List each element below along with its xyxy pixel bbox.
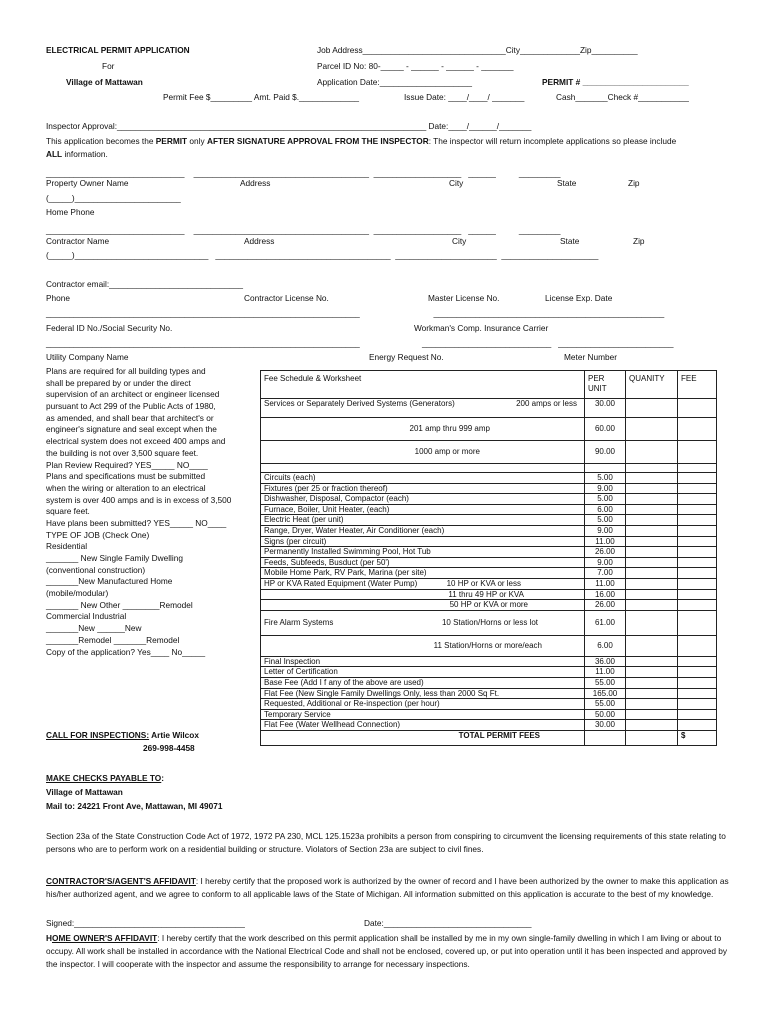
quantity-cell[interactable] [626,677,678,688]
fee-row [261,688,717,699]
fee-per-unit: 61.00 [585,610,626,635]
left-column-line: Commercial Industrial [46,611,127,622]
fee-row [261,525,717,536]
fee-row [261,667,717,678]
fee-row [261,536,717,547]
fee-per-unit: 55.00 [585,677,626,688]
fee-item-label: Base Fee (Add I f any of the above are used) [261,677,585,688]
fee-item-label: Services or Separately Derived Systems (Generators) [264,399,455,408]
signed-field[interactable]: Signed:_____________________________________ [46,918,245,928]
fee-row [261,730,717,745]
fee-cell[interactable] [678,547,717,558]
fee-cell[interactable] [678,699,717,710]
quantity-cell[interactable] [626,557,678,568]
fee-item-label: Feeds, Subfeeds, Busduct (per 50') [261,557,585,568]
quantity-cell[interactable] [626,525,678,536]
fee-per-unit: 165.00 [585,688,626,699]
fee-cell[interactable] [678,399,717,418]
fee-row [261,677,717,688]
fee-per-unit: 30.00 [585,720,626,731]
fee-row [261,635,717,656]
fee-cell[interactable]: $ [678,730,717,745]
fee-cell[interactable] [678,536,717,547]
quantity-cell[interactable] [626,494,678,505]
fee-row [261,709,717,720]
contractor-zip-label: Zip [633,236,645,246]
fee-per-unit: 60.00 [585,418,626,441]
fee-cell[interactable] [678,578,717,589]
per-unit-header: PER UNIT [585,371,626,399]
fee-row [261,473,717,484]
fee-cell[interactable] [678,418,717,441]
quantity-cell[interactable] [626,483,678,494]
quantity-cell[interactable] [626,709,678,720]
quantity-header: QUANITY [626,371,678,399]
fee-cell[interactable] [678,720,717,731]
home-phone-label: Home Phone [46,207,95,217]
fee-item-label: Fire Alarm Systems [264,617,334,627]
fee-item-label [261,464,585,473]
fee-schedule-table [260,370,717,746]
quantity-cell[interactable] [626,441,678,464]
fee-per-unit: 26.00 [585,547,626,558]
fee-row [261,589,717,600]
fee-per-unit: 6.00 [585,635,626,656]
home-owner-affidavit: HOME OWNER'S AFFIDAVIT: I hereby certify that the work described on this permit application shall be installed by me in my own single-family dwelling in which I am living or about to occupy. All work shall be installed in accordance with the National Electrical Code and shall not be enclosed, covered up, or put into operation until it has been inspected and approved by the inspector. I will cooperate with the inspector and assume the responsibility to arrange for necessary inspections. [46,933,728,969]
quantity-cell[interactable] [626,547,678,558]
fee-item-sublabel: 200 amps or less [516,399,577,408]
fee-item-sublabel: 10 HP or KVA or less [446,578,521,588]
left-column-line: pursuant to Act 299 of the Public Acts of 1980, [46,401,216,412]
left-column-line: TYPE OF JOB (Check One) [46,529,150,540]
fee-cell[interactable] [678,464,717,473]
fee-item-label: HP or KVA Rated Equipment (Water Pump) [264,578,418,588]
fee-per-unit: 90.00 [585,441,626,464]
fee-per-unit [585,730,626,745]
fee-item-label: Mobile Home Park, RV Park, Marina (per site) [261,568,585,579]
quantity-cell[interactable] [626,578,678,589]
left-column-line: Plans are required for all building types and [46,366,206,376]
contractor-name-label: Contractor Name [46,236,110,246]
left-column-line: (mobile/modular) [46,588,109,599]
fee-item-label: TOTAL PERMIT FEES [261,730,585,745]
quantity-cell[interactable] [626,515,678,526]
fee-cell[interactable] [678,610,717,635]
fee-row [261,547,717,558]
section-23a-notice: Section 23a of the State Construction Code Act of 1972, 1972 PA 230, MCL 125.1523a prohibits a person from conspiring to circumvent the licensing requirements of this state relating to persons who are to perform work on a residential building or structure. Violators of Section 23a are subject to civil fines. [46,831,726,854]
fee-per-unit: 5.00 [585,515,626,526]
quantity-cell[interactable] [626,600,678,611]
left-column-line: _______ New Single Family Dwelling [46,553,183,563]
fee-row [261,399,717,418]
fee-cell[interactable] [678,667,717,678]
left-column-line: _______New Manufactured Home [46,576,173,587]
fee-item-label: Electric Heat (per unit) [261,515,585,526]
left-column-line: (conventional construction) [46,564,146,575]
fee-per-unit: 36.00 [585,656,626,667]
fee-row [261,600,717,611]
application-date-field[interactable]: Application Date:____________________ [317,77,473,87]
fee-item-label: Permanently Installed Swimming Pool, Hot Tub [261,547,585,558]
fee-item-label: Range, Dryer, Water Heater, Air Conditioner (each) [261,525,585,536]
fee-cell[interactable] [678,656,717,667]
quantity-cell[interactable] [626,699,678,710]
fee-per-unit: 6.00 [585,504,626,515]
left-column-line: Copy of the application? Yes____ No_____ [46,646,206,657]
fee-row [261,656,717,667]
left-column-line: system is over 400 amps and is in excess of 3,500 [46,494,232,505]
for-label: For [102,61,115,71]
left-column-line: supervision of an architect or engineer licensed [46,389,220,400]
fee-header-row [261,371,717,399]
owner-state-label: State [557,178,577,188]
mail-to-address: Mail to: 24221 Front Ave, Mattawan, MI 49071 [46,801,223,811]
fee-item-label: Circuits (each) [261,473,585,484]
fee-row [261,557,717,568]
fee-item-label: Fixtures (per 25 or fraction thereof) [261,483,585,494]
fee-cell[interactable] [678,600,717,611]
fee-cell[interactable] [678,525,717,536]
quantity-cell[interactable] [626,656,678,667]
quantity-cell[interactable] [626,589,678,600]
form-title: ELECTRICAL PERMIT APPLICATION [46,45,190,55]
permit-fee-field[interactable]: Permit Fee $_________ Amt. Paid $._____________ [163,92,360,102]
fee-cell[interactable] [678,688,717,699]
contractor-state-label: State [560,236,580,246]
contractor-address-label: Address [244,236,275,246]
checks-payable-heading: MAKE CHECKS PAYABLE TO: [46,773,165,783]
fee-item-label: 11 thru 49 HP or KVA [261,589,585,600]
signed-date-field[interactable]: Date:________________________________ [364,918,532,928]
quantity-cell[interactable] [626,610,678,635]
fee-per-unit: 9.00 [585,557,626,568]
fee-schedule-heading: Fee Schedule & Worksheet [261,371,585,399]
fee-cell[interactable] [678,635,717,656]
fee-per-unit: 26.00 [585,600,626,611]
permit-application-page: ELECTRICAL PERMIT APPLICATION For Village of Mattawan Permit Fee $_________ Amt. Paid $._____________ Job Address_______________________________City_____________Zip__________ Parcel ID No: 80-_____ - ______ - ______ - _______ Application Date:____________________ PERMIT # _______________________ Issue Date: ____/____/ _______ Cash_______Check #___________ Inspector Approval:___________________________________________________________________ Date:____/______/_______ This application becomes the PERMIT only AFTER SIGNATURE APPROVAL FROM THE INSPECTOR: The inspector will return incomplete applications so please include ALL information. ______________________________ ______________________________________ ___________________ ______ _________ Property Owner Name Address City State Zip (_____)_______________________ Home Phone ______________________________ ______________________________________ ___________________ ______ _________ Contractor Name Address City State Zip (_____)_____________________________ ______________________________________ ______________________ _____________________ Contractor email:_____________________________ Phone Contractor License No. Master License No. License Exp. Date ____________________________________________________________________ __________________________________________________ Federal ID No./Social Security No. Workman's Comp. Insurance Carrier ____________________________________________________________________ ____________________________ _________________________ Utility Company Name Energy Request No. Meter Number Plans are required for all building types and shall be prepared by or under the direct supervision of an architect or engineer licensed pursuant to Act 299 of the Public Acts of 1980, as amended, and shall bear that architect's or engineer's signature and seal except when the electrical system does not exceed 400 amps and the building is not over 3,500 square feet. Plan Review Required? YES_____ NO____ Plans and specifications must be submitted when the wiring or alteration to an electrical system is over 400 amps and is in excess of 3,500 square feet. Have plans been submitted? YES_____ NO____ TYPE OF JOB (Check One) Residential _______ New Single Family Dwelling (conventional construction) _______New Manufactured Home (mobile/modular) _______ New Other ________Remodel Commercial Industrial _______New ______New _______Remodel _______Remodel Copy of the application? Yes____ No_____ CALL FOR INSPECTIONS: Artie Wilcox 269-998-4458 MAKE CHECKS PAYABLE TO: Village of Mattawan Mail to: 24221 Front Ave, Mattawan, MI 49071 Fee Schedule & Worksheet PER UNIT QUANITY FEE 200 amps or less Services or Separately Derived Systems (Generators) 30.00 201 amp thru 999 amp 60.00 1000 amp or more 90.00 Circuits (each) 5.00 Fixtures (per 25 or fraction thereof) 9.00 Dishwasher, Disposal, Compactor (each) 5.00 Furnace, Boiler, Unit Heater, (each) 6.00 Electric Heat (per unit) 5.00 Range, Dryer, Water Heater, Air Conditioner (each) 9.00 Signs (per circuit) 11.00 Permanently Installed Swimming Pool, Hot Tub 26.00 Feeds, Subfeeds, Busduct (per 50') 9.00 Mobile Home Park, RV Park, Marina (per site) 7.00 10 HP or KVA or less HP or KVA Rated Equipment (Water Pump) 11.00 11 thru 49 HP or KVA 16.00 50 HP or KVA or more 26.00 10 Station/Horns or less lot Fire Alarm Systems 61.00 11 Station/Horns or more/each 6.00 Final Inspection 36.00 Letter of Certification 11.00 Base Fee (Add I f any of the above are used) 55.00 Flat Fee (New Single Family Dwellings Only, less than 2000 Sq Ft. 165.00 Requested, Additional or Re-inspection (per hour) 55.00 Temporary Service 50.00 Flat Fee (Water Wellhead Connection) 30.00 TOTAL PERMIT FEES $ Section 23a of the State Construction Code Act of 1972, 1972 PA 230, MCL 125.1523a prohibits a person from conspiring to circumvent the licensing requirements of this state relating to persons who are to perform work on a residential building or structure. Violators of Section 23a are subject to civil fines. CONTRACTOR'S/AGENT'S AFFIDAVIT: I hereby certify that the proposed work is authorized by the owner of record and I have been authorized by the owner to make this application as his/her authorized agent, and we agree to conform to all applicable laws of the State of Michigan. All information submitted on this application is accurate to the best of my knowledge. Signed:_____________________________________ Date:________________________________ HOME OWNER'S AFFIDAVIT: I hereby certify that the work described on this permit application shall be installed by me in my own single-family dwelling in which I am living or about to occupy. All work shall be installed in accordance with the National Electrical Code and shall not be enclosed, covered up, or put into operation until it has been inspected and approved by the inspector. I will cooperate with the inspector and assume the responsibility to arrange for necessary inspections. [46,45,729,969]
federal-id-label: Federal ID No./Social Security No. [46,323,173,333]
fee-per-unit: 16.00 [585,589,626,600]
workmans-comp-label: Workman's Comp. Insurance Carrier [414,323,549,333]
fee-per-unit: 5.00 [585,494,626,505]
left-column-line: Plan Review Required? YES_____ NO____ [46,459,208,470]
fee-item-label: Letter of Certification [261,667,585,678]
village-name: Village of Mattawan [66,77,143,87]
fee-per-unit: 5.00 [585,473,626,484]
fee-item-sublabel: 10 Station/Horns or less lot [441,617,538,627]
fee-row [261,441,717,464]
quantity-cell[interactable] [626,418,678,441]
quantity-cell[interactable] [626,667,678,678]
quantity-cell[interactable] [626,473,678,484]
quantity-cell[interactable] [626,720,678,731]
fee-cell[interactable] [678,473,717,484]
quantity-cell[interactable] [626,536,678,547]
fee-cell[interactable] [678,494,717,505]
fee-item-label: Flat Fee (New Single Family Dwellings Only, less than 2000 Sq Ft. [261,688,585,699]
contractor-license-label: Contractor License No. [244,293,329,303]
issue-date-field[interactable]: Issue Date: ____/____/ _______ [404,92,525,102]
approval-notice: This application becomes the PERMIT only AFTER SIGNATURE APPROVAL FROM THE INSPECTOR: The inspector will return incomplete applications so please include ALL information. [46,136,677,159]
fee-cell[interactable] [678,568,717,579]
fee-per-unit: 11.00 [585,578,626,589]
license-exp-label: License Exp. Date [545,293,613,303]
fee-item-label: 11 Station/Horns or more/each [261,635,585,656]
fee-per-unit: 11.00 [585,667,626,678]
fee-cell[interactable] [678,483,717,494]
fee-row [261,504,717,515]
fee-row [261,568,717,579]
meter-number-label: Meter Number [564,352,618,362]
fee-cell[interactable] [678,504,717,515]
fee-cell[interactable] [678,515,717,526]
left-column-line: electrical system does not exceed 400 amps and [46,436,226,447]
left-column-line: Have plans been submitted? YES_____ NO____ [46,517,227,528]
fee-item-label: Dishwasher, Disposal, Compactor (each) [261,494,585,505]
home-phone-field[interactable]: (_____)_______________________ [46,193,181,203]
fee-item-label: Requested, Additional or Re-inspection (per hour) [261,699,585,710]
plans-requirements-text [46,366,256,658]
fee-per-unit: 30.00 [585,399,626,418]
owner-name-label: Property Owner Name [46,178,129,188]
left-column-line: _______New ______New [46,623,142,634]
cash-check-field[interactable]: Cash_______Check #___________ [556,92,689,102]
fee-row [261,610,717,635]
fee-row [261,515,717,526]
fee-per-unit: 55.00 [585,699,626,710]
contractor-city-label: City [452,236,467,246]
owner-city-label: City [449,178,464,188]
left-column-line: engineer's signature and seal except when the [46,424,217,435]
fee-item-label: Furnace, Boiler, Unit Heater, (each) [261,504,585,515]
left-column-line: Residential [46,541,88,552]
quantity-cell[interactable] [626,730,678,745]
parcel-id-field[interactable]: Parcel ID No: 80-_____ - ______ - ______ - _______ [317,61,514,71]
fee-item-label: 1000 amp or more [261,441,585,464]
quantity-cell[interactable] [626,399,678,418]
inspector-approval-field[interactable]: Inspector Approval:___________________________________________________________________ Date:____/______/_______ [46,121,532,131]
fee-item-label: Final Inspection [261,656,585,667]
fee-cell[interactable] [678,557,717,568]
contractor-email-field[interactable]: Contractor email:_____________________________ [46,279,243,289]
contractor-affidavit: CONTRACTOR'S/AGENT'S AFFIDAVIT: I hereby certify that the proposed work is authorized by the owner of record and I have been authorized by the owner to make this application as his/her authorized agent, and we agree to conform to all applicable laws of the State of Michigan. All information submitted on this application is accurate to the best of my knowledge. [46,876,729,899]
fee-row [261,699,717,710]
owner-address-label: Address [240,178,271,188]
fee-item-label: Flat Fee (Water Wellhead Connection) [261,720,585,731]
fee-row [261,418,717,441]
fee-row [261,720,717,731]
fee-per-unit: 9.00 [585,525,626,536]
fee-row [261,578,717,589]
fee-cell[interactable] [678,441,717,464]
fee-per-unit [585,464,626,473]
call-for-inspections: CALL FOR INSPECTIONS: Artie Wilcox [46,730,199,740]
fee-per-unit: 9.00 [585,483,626,494]
owner-zip-label: Zip [628,178,640,188]
fee-cell[interactable] [678,709,717,720]
quantity-cell[interactable] [626,688,678,699]
fee-per-unit: 7.00 [585,568,626,579]
quantity-cell[interactable] [626,635,678,656]
fee-row [261,464,717,473]
fee-item-label: 201 amp thru 999 amp [261,418,585,441]
left-column-line: the building is not over 3,500 square feet. [46,447,199,458]
fee-per-unit: 11.00 [585,536,626,547]
fee-item-label: Signs (per circuit) [261,536,585,547]
fee-header: FEE [678,371,717,399]
fee-row [261,494,717,505]
energy-request-label: Energy Request No. [369,352,444,362]
fee-row [261,483,717,494]
left-column-line: Plans and specifications must be submitted [46,471,206,482]
phone-label: Phone [46,293,70,303]
permit-number-field[interactable]: PERMIT # _______________________ [542,77,689,87]
left-column-line: square feet. [46,506,90,517]
utility-company-label: Utility Company Name [46,352,129,362]
inspections-phone: 269-998-4458 [143,743,195,753]
fee-per-unit: 50.00 [585,709,626,720]
left-column-line: _______ New Other ________Remodel [46,599,193,610]
quantity-cell[interactable] [626,504,678,515]
quantity-cell[interactable] [626,568,678,579]
master-license-label: Master License No. [428,293,500,303]
job-address-field[interactable]: Job Address_______________________________City_____________Zip__________ [317,45,638,55]
left-column-line: _______Remodel _______Remodel [46,634,180,645]
quantity-cell[interactable] [626,464,678,473]
fee-item-label: 50 HP or KVA or more [261,600,585,611]
fee-cell[interactable] [678,589,717,600]
checks-payee: Village of Mattawan [46,787,123,797]
left-column-line: shall be prepared by or under the direct [46,377,191,388]
left-column-line: when the wiring or alteration to an electrical [46,482,206,493]
fee-cell[interactable] [678,677,717,688]
left-column-line: as amended, and shall bear that architect's or [46,412,214,423]
fee-item-label: Temporary Service [261,709,585,720]
